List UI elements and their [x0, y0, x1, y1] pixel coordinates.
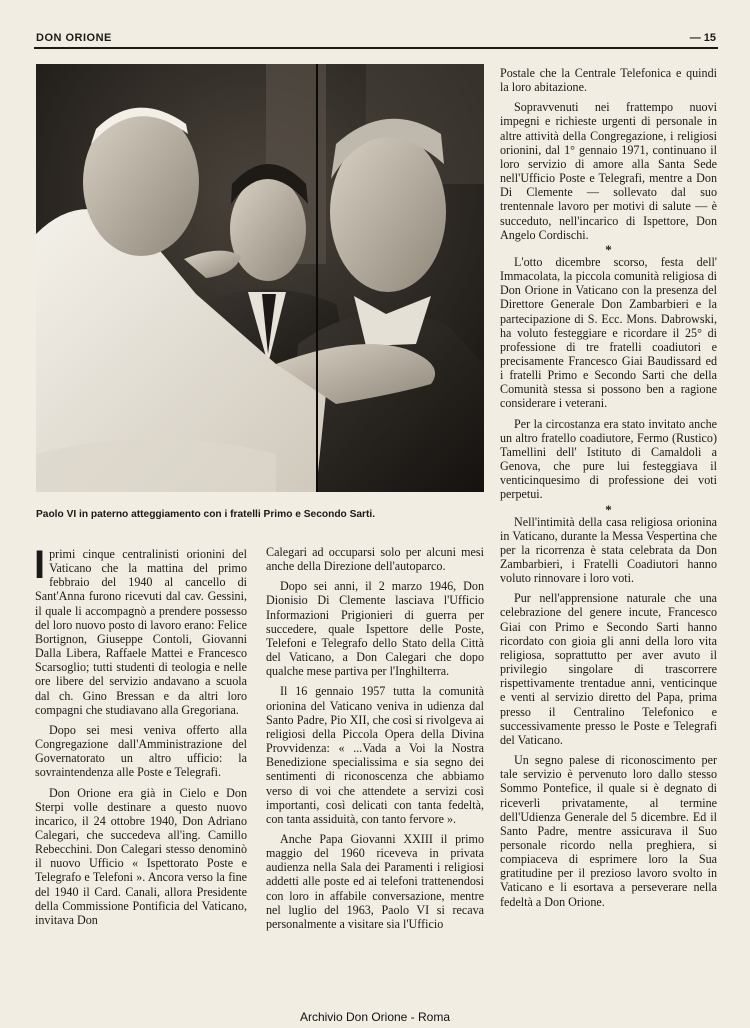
paragraph: Anche Papa Giovanni XXIII il primo maggio del 1960 riceveva in privata audienza nella Sala dei Paramenti i religiosi addetti alle poste ed ai telefoni trattenendosi con loro in affabile conversazione, mentre nel luglio del 1963, Paolo VI si recava personalmente a visitare sia l'Ufficio	[266, 831, 484, 931]
header-divider	[34, 47, 718, 49]
paragraph: Un segno palese di riconoscimento per tale servizio è pervenuto loro dallo stesso Sommo Pontefice, il quale si è degnato di riceverli privatamente, al termine dell'Udienza Generale del 5 dicembre. Ed il Santo Padre, mentre assicurava il Suo personale ricordo nella preghiera, si compiaceva di esprimere loro la Sua gratitudine per il prezioso lavoro svolto in Vaticano e li esortava a perseverare nella fedeltà a Don Orione.	[500, 753, 717, 909]
paragraph: Pur nell'apprensione naturale che una celebrazione del genere incute, Francesco Giai con Primo e Secondo Sarti hanno ricordato con gioia gli anni della loro vita religiosa, soprattutto per aver avuto il privilegio singolare di trascorrere rispettivamente trentadue anni, venticinque e venti al servizio diretto del Papa, prima presso il Centralino Telefonico e successivamente presso le Poste e Telegrafi del Vaticano.	[500, 591, 717, 747]
paragraph: Dopo sei mesi veniva offerto alla Congregazione dall'Amministrazione del Governatorato un altro ufficio: la sovraintendenza alle Poste e Telegrafi.	[35, 722, 247, 780]
magazine-title: DON ORIONE	[36, 32, 112, 44]
photo-caption: Paolo VI in paterno atteggiamento con i fratelli Primo e Secondo Sarti.	[36, 509, 376, 520]
paragraph: Don Orione era già in Cielo e Don Sterpi volle destinare a questo nuovo incarico, il 24 ottobre 1940, Don Adriano Calegari, che succedeva all'ing. Camillo Rebecchini. Don Calegari stesso denominò il nuovo Ufficio « Ispettorato Poste e Telegrafo e Telefoni ». Ancora verso la fine del 1940 il Card. Canali, allora Presidente della Commissione Pontificia del Vaticano, invitava Don	[35, 785, 247, 927]
photo-illustration	[36, 64, 484, 492]
paragraph: Il 16 gennaio 1957 tutta la comunità orionina del Vaticano veniva in udienza dal Santo Padre, Pio XII, che così si rivolgeva ai religiosi della Piccola Opera della Divina Provvidenza: « ...Vada a Voi la Nostra Benedizione specialissima e sia segno dei sentimenti di riconoscenza che abbiamo verso di voi che attendete a servizi così importanti, così delicati con tanta fedeltà, con tanta assiduità, con tanto fervore ».	[266, 684, 484, 826]
paragraph-text: primi cinque centralinisti orionini del Vaticano che la mattina del primo febbraio del 1940 al cancello di Sant'Anna furono ricevuti dal cav. Gessini, il quale li accompagnò a prendere possesso del loro nuovo posto di lavoro erano: Felice Bortignon, Giuseppe Contoli, Giovanni Dalla Libera, Raffaele Mattei e Francesco Scarsoglio; tutti studenti di teologia e nelle ore libere del servizio andavano a scuola dal ch. Gino Bressan e da altri loro compagni che studiavano alla Gregoriana.	[35, 547, 247, 717]
article-column-right	[500, 66, 717, 909]
audience-photo	[36, 64, 484, 492]
paragraph: Calegari ad occuparsi solo per alcuni mesi anche della Direzione dell'autoparco.	[266, 545, 484, 574]
drop-cap: I	[34, 543, 46, 587]
paragraph: Nell'intimità della casa religiosa orionina in Vaticano, durante la Messa Vespertina che per la ricorrenza è stata celebrata da Don Zambarbieri, i Fratelli Coadiutori hanno voluto rinnovare i loro voti.	[500, 514, 717, 586]
article-column-left	[34, 543, 247, 927]
page-number: — 15	[689, 32, 716, 44]
paragraph: L'otto dicembre scorso, festa dell' Immacolata, la piccola comunità religiosa di Don Orione in Vaticano con la presenza del Direttore Generale Don Zambarbieri e la partecipazione di S. Ecc. Mons. Dabrowski, ha voluto festeggiare e ricordare il 25° di professione di tre fratelli coadiutori e precisamente Francesco Giai Baudissard ed i fratelli Primo e Secondo Sarti che della Comunità stessa si possono ben a ragione considerare i veterani.	[500, 254, 717, 411]
photo-fold-line	[316, 64, 318, 492]
section-separator: *	[605, 241, 612, 257]
paragraph: Sopravvenuti nei frattempo nuovi impegni e richieste urgenti di personale in altre attività della Congregazione, i religiosi orionini, dal 1° gennaio 1971, continuano il loro servizio di amore alla Santa Sede nell'Ufficio Poste e Telegrafi, mentre a Don Di Clemente — sollevato dal suo trentennale lavoro per motivi di salute — è succeduto, nell'incarico di Ispettore, Don Angelo Cordischi.	[500, 100, 717, 242]
paragraph: Postale che la Centrale Telefonica e quindi la loro abitazione.	[500, 66, 717, 95]
paragraph: Dopo sei anni, il 2 marzo 1946, Don Dionisio Di Clemente lasciava l'Ufficio Informazioni Prigionieri di guerra per succedere, quale Ispettore delle Poste, Telefoni e Telegrafo dello Stato della Città del Vaticano, a Don Calegari che dopo qualche mese partiva per l'Inghilterra.	[266, 579, 484, 679]
paragraph: Per la circostanza era stato invitato anche un altro fratello coadiutore, Fermo (Rustico) Tamellini dell' Istituto di Camaldoli a Genova, che pure lui festeggiava il venticinquesimo di professione dei voti perpetui.	[500, 416, 717, 502]
article-column-middle	[266, 545, 484, 931]
archive-footer: Archivio Don Orione - Roma	[299, 1010, 451, 1024]
paragraph	[34, 543, 247, 717]
section-separator: *	[605, 501, 612, 517]
